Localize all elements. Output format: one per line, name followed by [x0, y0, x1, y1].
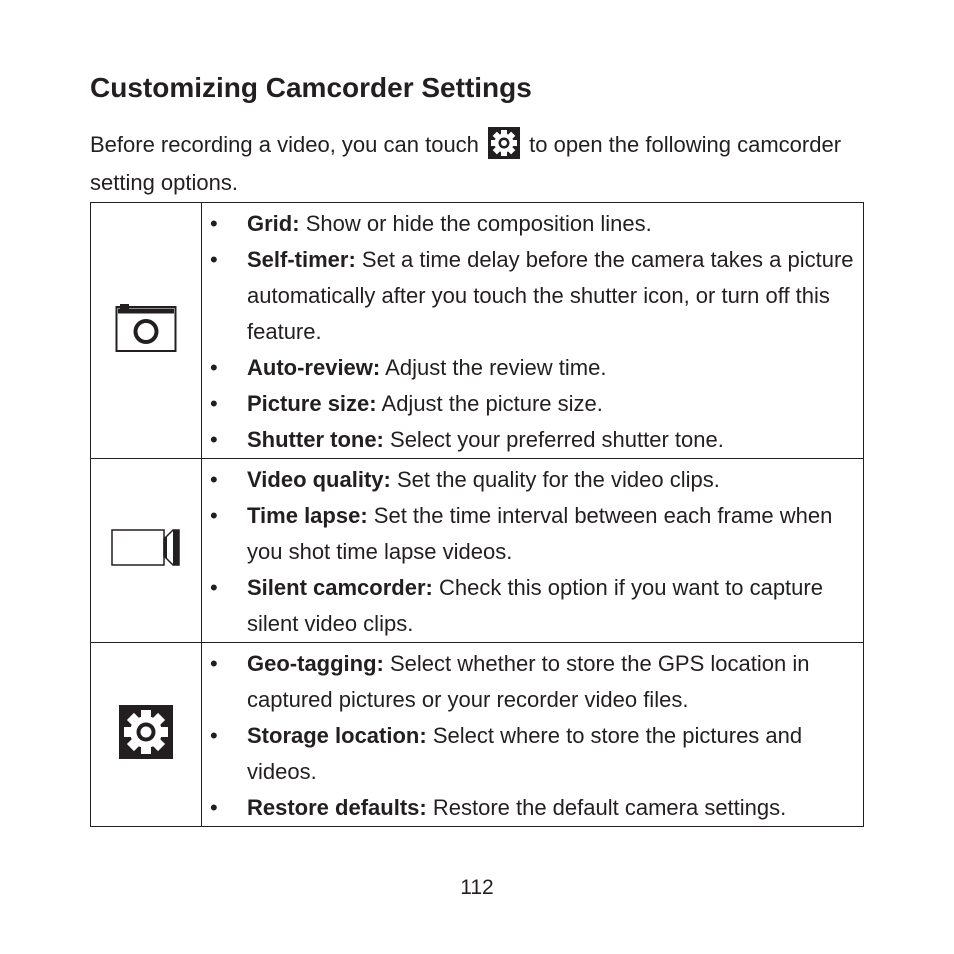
option-text: Set a time delay before the camera takes a picture automatically after you touch the shutter icon, or turn off this feature.	[247, 247, 854, 344]
list-item	[202, 242, 857, 350]
table-row	[91, 643, 864, 827]
option-label: Picture size:	[247, 391, 377, 416]
video-camera-icon	[111, 556, 181, 573]
options-cell	[202, 203, 864, 459]
options-list	[202, 462, 857, 642]
settings-gear-icon	[488, 127, 520, 159]
list-item	[202, 206, 857, 242]
list-item	[202, 646, 857, 718]
intro-text-after: to open the following camcorder setting options.	[90, 132, 842, 195]
page-number: 112	[460, 876, 494, 899]
option-label: Restore defaults:	[247, 795, 427, 820]
list-item	[202, 462, 857, 498]
options-list	[202, 646, 857, 826]
icon-cell	[91, 643, 202, 827]
list-item	[202, 570, 857, 642]
option-text: Set the quality for the video clips.	[396, 467, 720, 492]
option-text: Check this option if you want to capture silent video clips.	[247, 575, 823, 636]
page-title: Customizing Camcorder Settings	[90, 72, 532, 103]
list-item	[202, 498, 857, 570]
option-label: Time lapse:	[247, 503, 368, 528]
option-text: Select where to store the pictures and videos.	[247, 723, 803, 784]
options-list	[202, 206, 857, 458]
option-text: Select whether to store the GPS location in captured pictures or your recorder video files.	[247, 651, 810, 712]
option-label: Silent camcorder:	[247, 575, 433, 600]
option-text: Adjust the picture size.	[381, 391, 603, 416]
option-label: Shutter tone:	[247, 427, 384, 452]
option-text: Set the time interval between each frame when you shot time lapse videos.	[247, 503, 833, 564]
options-cell	[202, 459, 864, 643]
table-row	[91, 459, 864, 643]
option-label: Geo-tagging:	[247, 651, 384, 676]
list-item	[202, 386, 857, 422]
list-item	[202, 790, 857, 826]
option-text: Restore the default camera settings.	[432, 795, 787, 820]
option-label: Storage location:	[247, 723, 427, 748]
option-label: Grid:	[247, 211, 300, 236]
intro-paragraph	[90, 126, 870, 202]
settings-table	[90, 202, 864, 827]
option-text: Select your preferred shutter tone.	[390, 427, 724, 452]
icon-cell	[91, 459, 202, 643]
camera-icon	[115, 340, 177, 357]
icon-cell	[91, 203, 202, 459]
list-item	[202, 350, 857, 386]
table-row	[91, 203, 864, 459]
option-text: Adjust the review time.	[385, 355, 607, 380]
settings-gear-icon	[119, 746, 173, 763]
option-label: Self-timer:	[247, 247, 356, 272]
list-item	[202, 718, 857, 790]
option-text: Show or hide the composition lines.	[305, 211, 652, 236]
option-label: Video quality:	[247, 467, 391, 492]
list-item	[202, 422, 857, 458]
intro-text-before: Before recording a video, you can touch	[90, 132, 479, 157]
option-label: Auto-review:	[247, 355, 381, 380]
options-cell	[202, 643, 864, 827]
